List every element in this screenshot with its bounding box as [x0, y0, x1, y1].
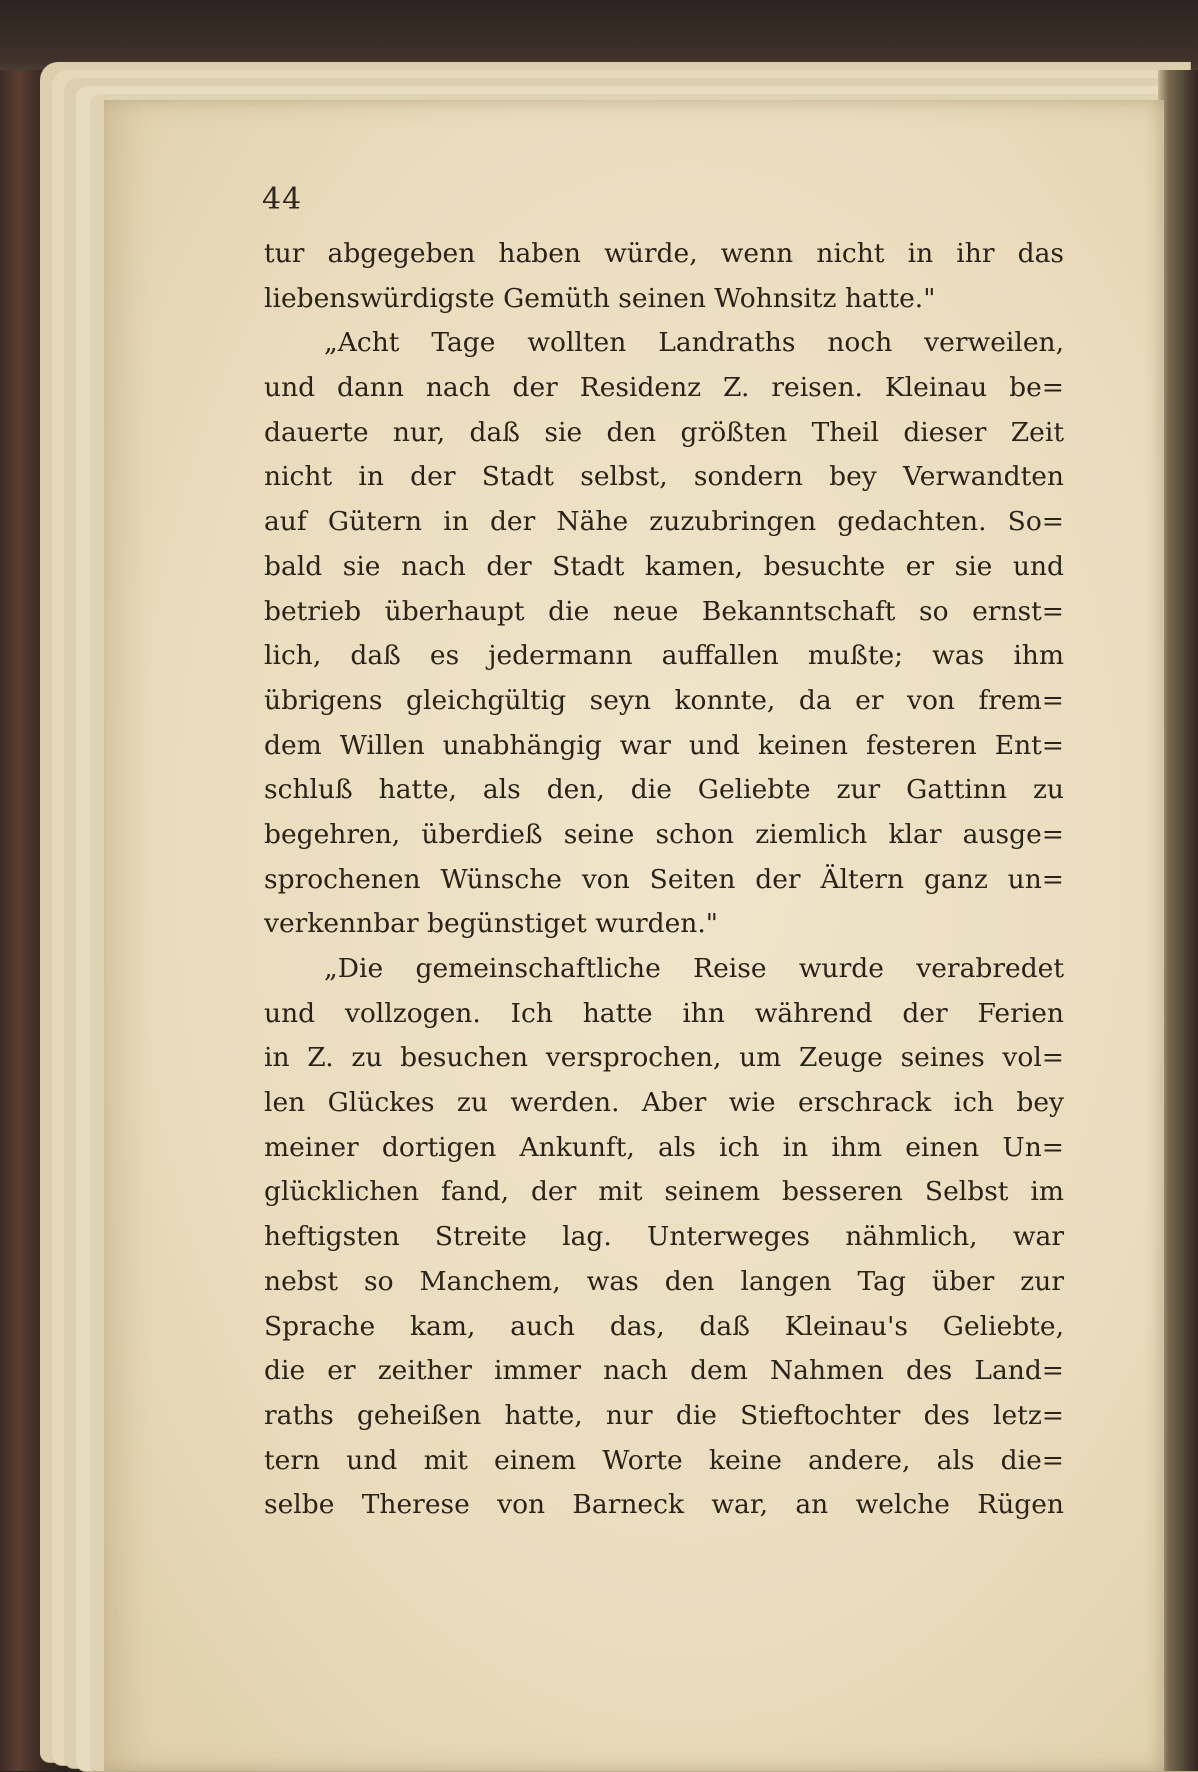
- text-line: Sprache kam, auch das, daß Kleinau's Geliebte,: [264, 1310, 1064, 1342]
- text-line: liebenswürdigste Gemüth seinen Wohnsitz hatte.": [264, 282, 936, 314]
- text-line: glücklichen fand, der mit seinem besseren Selbst im: [264, 1176, 1064, 1208]
- text-line: len Glückes zu werden. Aber wie erschrack ich bey: [264, 1087, 1064, 1119]
- text-line: „Die gemeinschaftliche Reise wurde verabredet: [324, 953, 1064, 984]
- text-line: bald sie nach der Stadt kamen, besuchte er sie und: [264, 550, 1064, 582]
- book-cover-top: [0, 0, 1198, 70]
- text-line: tern und mit einem Worte keine andere, als die=: [264, 1444, 1064, 1476]
- text-line: schluß hatte, als den, die Geliebte zur Gattinn zu: [264, 774, 1064, 806]
- text-line: nicht in der Stadt selbst, sondern bey Verwandten: [264, 461, 1064, 493]
- text-line: begehren, überdieß seine schon ziemlich klar ausge=: [264, 818, 1064, 850]
- text-line: in Z. zu besuchen versprochen, um Zeuge seines vol=: [264, 1042, 1064, 1074]
- text-line: die er zeither immer nach dem Nahmen des Land=: [264, 1355, 1064, 1387]
- text-line: heftigsten Streite lag. Unterweges nähmlich, war: [264, 1221, 1064, 1253]
- text-line: dem Willen unabhängig war und keinen festeren Ent=: [264, 729, 1064, 761]
- text-line: übrigens gleichgültig seyn konnte, da er von frem=: [264, 684, 1064, 716]
- text-line: raths geheißen hatte, nur die Stieftochter des letz=: [264, 1399, 1064, 1431]
- text-line: lich, daß es jedermann auffallen mußte; was ihm: [264, 640, 1064, 672]
- page-number: 44: [262, 182, 303, 217]
- gutter-shadow: [1158, 70, 1198, 1771]
- text-line: verkennbar begünstiget wurden.": [264, 908, 718, 940]
- text-line: auf Gütern in der Nähe zuzubringen gedachten. So=: [264, 506, 1064, 538]
- text-line: dauerte nur, daß sie den größten Theil dieser Zeit: [264, 416, 1064, 448]
- text-line: tur abgegeben haben würde, wenn nicht in ihr das: [264, 238, 1064, 269]
- text-line: selbe Therese von Barneck war, an welche Rügen: [264, 1489, 1064, 1521]
- page-text-block: [264, 232, 1064, 1528]
- text-line: nebst so Manchem, was den langen Tag über zur: [264, 1265, 1064, 1297]
- text-line: meiner dortigen Ankunft, als ich in ihm einen Un=: [264, 1131, 1064, 1163]
- text-line: sprochenen Wünsche von Seiten der Ältern ganz un=: [264, 863, 1064, 895]
- text-line: und dann nach der Residenz Z. reisen. Kleinau be=: [264, 372, 1064, 404]
- text-line: betrieb überhaupt die neue Bekanntschaft so ernst=: [264, 595, 1064, 627]
- text-line: „Acht Tage wollten Landraths noch verweilen,: [324, 327, 1064, 359]
- text-line: und vollzogen. Ich hatte ihn während der Ferien: [264, 997, 1064, 1029]
